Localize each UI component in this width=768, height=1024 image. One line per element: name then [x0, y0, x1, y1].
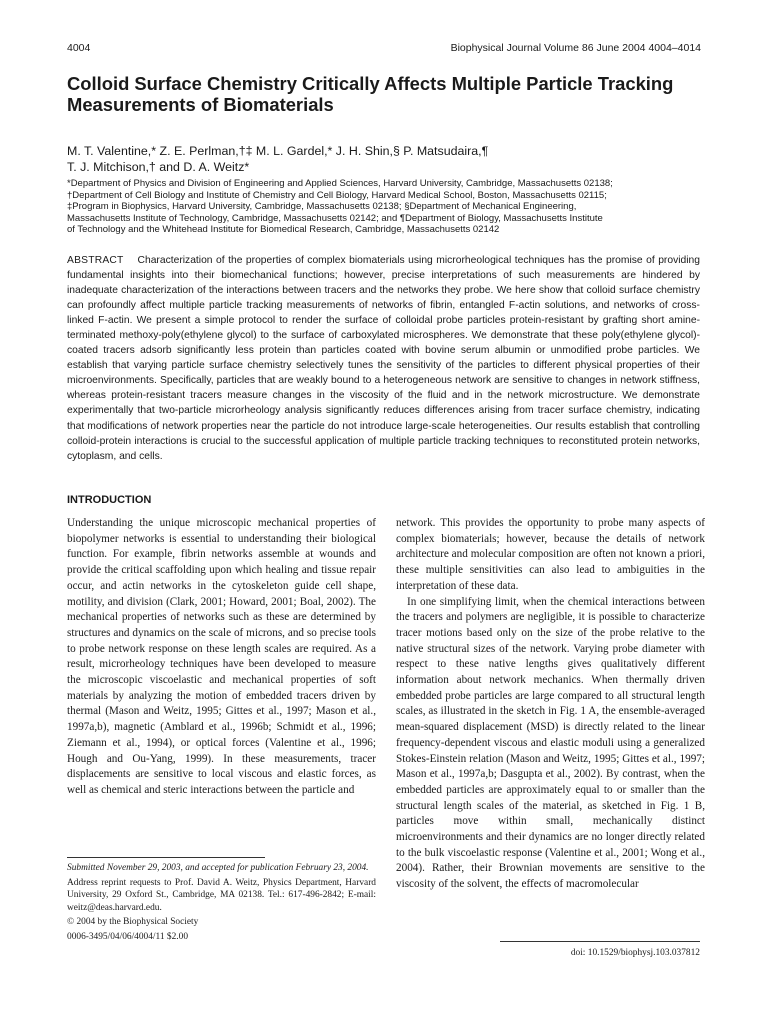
doi-rule [500, 941, 700, 942]
affiliation-line: ‡Program in Biophysics, Harvard University, Cambridge, Massachusetts 02138; §Department of Mechanical Engineering, [67, 201, 577, 213]
submission-dates: Submitted November 29, 2003, and accepted for publication February 23, 2004. [67, 863, 369, 873]
affiliation-line: †Department of Cell Biology and Institute of Chemistry and Cell Biology, Harvard Medical School, Boston, Massachusetts 02115; [67, 189, 607, 201]
affiliations [67, 178, 717, 236]
section-heading-introduction: INTRODUCTION [67, 494, 152, 506]
journal-citation: Biophysical Journal Volume 86 June 2004 4004–4014 [450, 42, 701, 54]
footnote [67, 862, 376, 945]
right-column [396, 516, 705, 893]
left-column [67, 516, 376, 799]
affiliation-line: of Technology and the Whitehead Institute for Biomedical Research, Cambridge, Massachusetts 02142 [67, 224, 500, 236]
intro-paragraph: Understanding the unique microscopic mechanical properties of biopolymer networks is essential to understanding their biological function. For example, fibrin networks assemble at wounds and provide the critical scaffolding upon which healing and tissue repair occur, and actin networks in the cytoskeleton guide cell shape, motility, and division (Clark, 2001; Howard, 2001; Boal, 2002). The mechanical properties of networks such as these are determined by structures and dynamics on the scale of microns, and so precise tools to probe network response on these length scales are required. As a result, microrheology techniques have been developed to measure the microscopic viscoelastic and mechanical properties of soft materials by analyzing the motion of embedded tracers driven by thermal (Mason and Weitz, 1995; Gittes et al., 1997; Mason et al., 1997a,b), magnetic (Amblard et al., 1996b; Schmidt et al., 1996; Ziemann et al., 1994), or optical forces (Valentine et al., 1996; Hough and Ou-Yang, 1999). In these measurements, tracer displacements are sensitive to local viscous and elastic forces, as well as chemical and steric interactions between the particle and [67, 517, 376, 796]
author-line-1: M. T. Valentine,* Z. E. Perlman,†‡ M. L. Gardel,* J. H. Shin,§ P. Matsudaira,¶ [67, 144, 489, 158]
intro-paragraph: In one simplifying limit, when the chemical interactions between the tracers and polymers are negligible, it is possible to characterize tracer motions based only on the size of the probe relative to the native structural sizes of the network. Varying probe diameter with respect to these native lengths gives qualitatively different information about network mechanics. When thermally driven embedded probe particles are large compared to all structural length scales, as illustrated in the sketch in Fig. 1 A, the ensemble-averaged mean-squared displacement (MSD) is directly related to the linear frequency-dependent viscous and elastic moduli using a generalized Stokes-Einstein relation (Mason and Weitz, 1995; Gittes et al., 1997; Mason et al., 1997a,b; Dasgupta et al., 2002). By contrast, when the embedded particles are approximately equal to or smaller than the structural length scales of the material, as sketched in Fig. 1 B, particles move within small, mechanically distinct microenvironments and their dynamics are no longer directly related to the bulk viscoelastic response (Valentine et al., 2001; Wong et al., 2004). Rather, their Brownian movements are sensitive to the viscosity of the solvent, the effects of macromolecular [396, 595, 705, 891]
affiliation-line: *Department of Physics and Division of Engineering and Applied Sciences, Harvard University, Cambridge, Massachusetts 02138; [67, 178, 613, 189]
abstract [67, 253, 700, 464]
author-list [67, 143, 707, 175]
doi-identifier: doi: 10.1529/biophysj.103.037812 [570, 948, 700, 958]
issn-price: 0006-3495/04/06/4004/11 $2.00 [67, 931, 189, 942]
page-number: 4004 [67, 42, 91, 54]
copyright-notice: © 2004 by the Biophysical Society [67, 917, 199, 927]
article-title: Colloid Surface Chemistry Critically Affects Multiple Particle Tracking Measurements of Biomaterials [67, 73, 674, 115]
abstract-label: ABSTRACT [67, 255, 124, 266]
author-line-2: T. J. Mitchison,† and D. A. Weitz* [67, 160, 250, 174]
intro-paragraph: network. This provides the opportunity to probe many aspects of complex biomaterials; however, because the details of network architecture and molecular composition are often not known a priori, these multiple sensitivities can also lead to ambiguities in the interpretation of these data. [396, 517, 705, 592]
correspondence-address: Address reprint requests to Prof. David A. Weitz, Physics Department, Harvard University, 29 Oxford St., Cambridge, MA 02138. Tel.: 617-496-2842; E-mail: weitz@deas.harvard.edu. [67, 877, 376, 913]
footnote-rule [67, 857, 265, 858]
running-header [67, 42, 701, 56]
abstract-text: Characterization of the properties of complex biomaterials using microrheological techniques has the promise of providing fundamental insights into their biomechanical functions; however, precise interpretations of such measurements are hindered by inadequate characterization of the interactions between tracers and the networks they probe. We here show that colloid surface chemistry can profoundly affect multiple particle tracking measurements of networks of fibrin, entangled F-actin solutions, and networks of cross-linked F-actin. We present a simple protocol to render the surface of colloidal probe particles protein-resistant by grafting short amine-terminated methoxy-poly(ethylene glycol) to the surface of carboxylated microspheres. We demonstrate that these poly(ethylene glycol)-coated tracers adsorb significantly less protein than particles coated with bovine serum albumin or unmodified probe particles. We establish that varying particle surface chemistry selectively tunes the sensitivity of the particles to different physical properties of their microenvironments. Specifically, particles that are weakly bound to a heterogeneous network are sensitive to changes in network stiffness, whereas protein-resistant tracers measure changes in the viscosity of the fluid and in the network microstructure. We demonstrate experimentally that two-particle microrheology analysis significantly reduces differences arising from tracer surface chemistry, indicating that modifications of network properties near the particle do not introduce large-scale heterogeneities. Our results establish that controlling colloid-protein interactions is crucial to the successful application of multiple particle tracking techniques to reconstituted protein networks, cytoplasm, and cells. [67, 255, 700, 462]
affiliation-line: Massachusetts Institute of Technology, Cambridge, Massachusetts 02142; and ¶Department of Biology, Massachusetts Institute [67, 212, 603, 224]
